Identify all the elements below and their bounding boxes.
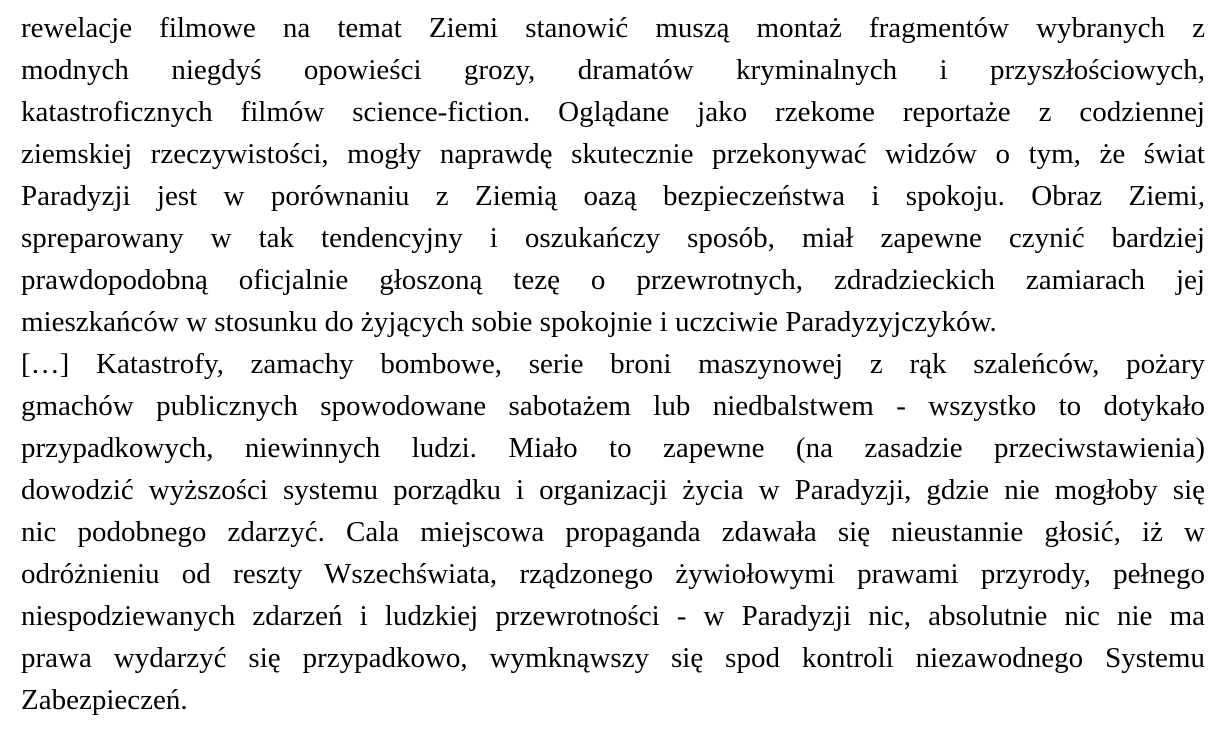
text-line: mieszkańców w stosunku do żyjących sobie spokojnie i uczciwie Paradyzyjczyków. <box>21 306 997 338</box>
paragraph <box>21 343 1205 721</box>
text-line: Paradyzji jest w porównaniu z Ziemią oazą bezpieczeństwa i spokoju. Obraz Ziemi, <box>21 180 1205 212</box>
text-line: przypadkowych, niewinnych ludzi. Miało to zapewne (na zasadzie przeciwstawienia) <box>21 432 1205 464</box>
text-line: rewelacje filmowe na temat Ziemi stanowić muszą montaż fragmentów wybranych z <box>21 12 1205 44</box>
text-line: gmachów publicznych spowodowane sabotażem lub niedbalstwem - wszystko to dotykało <box>21 390 1205 422</box>
text-line: ziemskiej rzeczywistości, mogły naprawdę skutecznie przekonywać widzów o tym, że świat <box>21 138 1205 170</box>
text-line: modnych niegdyś opowieści grozy, dramatów kryminalnych i przyszłościowych, <box>21 54 1205 86</box>
text-line: dowodzić wyższości systemu porządku i organizacji życia w Paradyzji, gdzie nie mogłoby się <box>21 474 1205 506</box>
text-line: Zabezpieczeń. <box>21 684 188 716</box>
text-line: niespodziewanych zdarzeń i ludzkiej przewrotności - w Paradyzji nic, absolutnie nic nie ma <box>21 600 1205 632</box>
text-line: spreparowany w tak tendencyjny i oszukańczy sposób, miał zapewne czynić bardziej <box>21 222 1205 254</box>
paragraph <box>21 7 1205 343</box>
text-line: […] Katastrofy, zamachy bombowe, serie broni maszynowej z rąk szaleńców, pożary <box>21 348 1205 380</box>
text-line: nic podobnego zdarzyć. Cala miejscowa propaganda zdawała się nieustannie głosić, iż w <box>21 516 1205 548</box>
text-line: prawdopodobną oficjalnie głoszoną tezę o przewrotnych, zdradzieckich zamiarach jej <box>21 264 1205 296</box>
text-line: prawa wydarzyć się przypadkowo, wymknąwszy się spod kontroli niezawodnego Systemu <box>21 642 1205 674</box>
text-line: katastroficznych filmów science-fiction. Oglądane jako rzekome reportaże z codziennej <box>21 96 1205 128</box>
text-line: odróżnieniu od reszty Wszechświata, rządzonego żywiołowymi prawami przyrody, pełnego <box>21 558 1205 590</box>
